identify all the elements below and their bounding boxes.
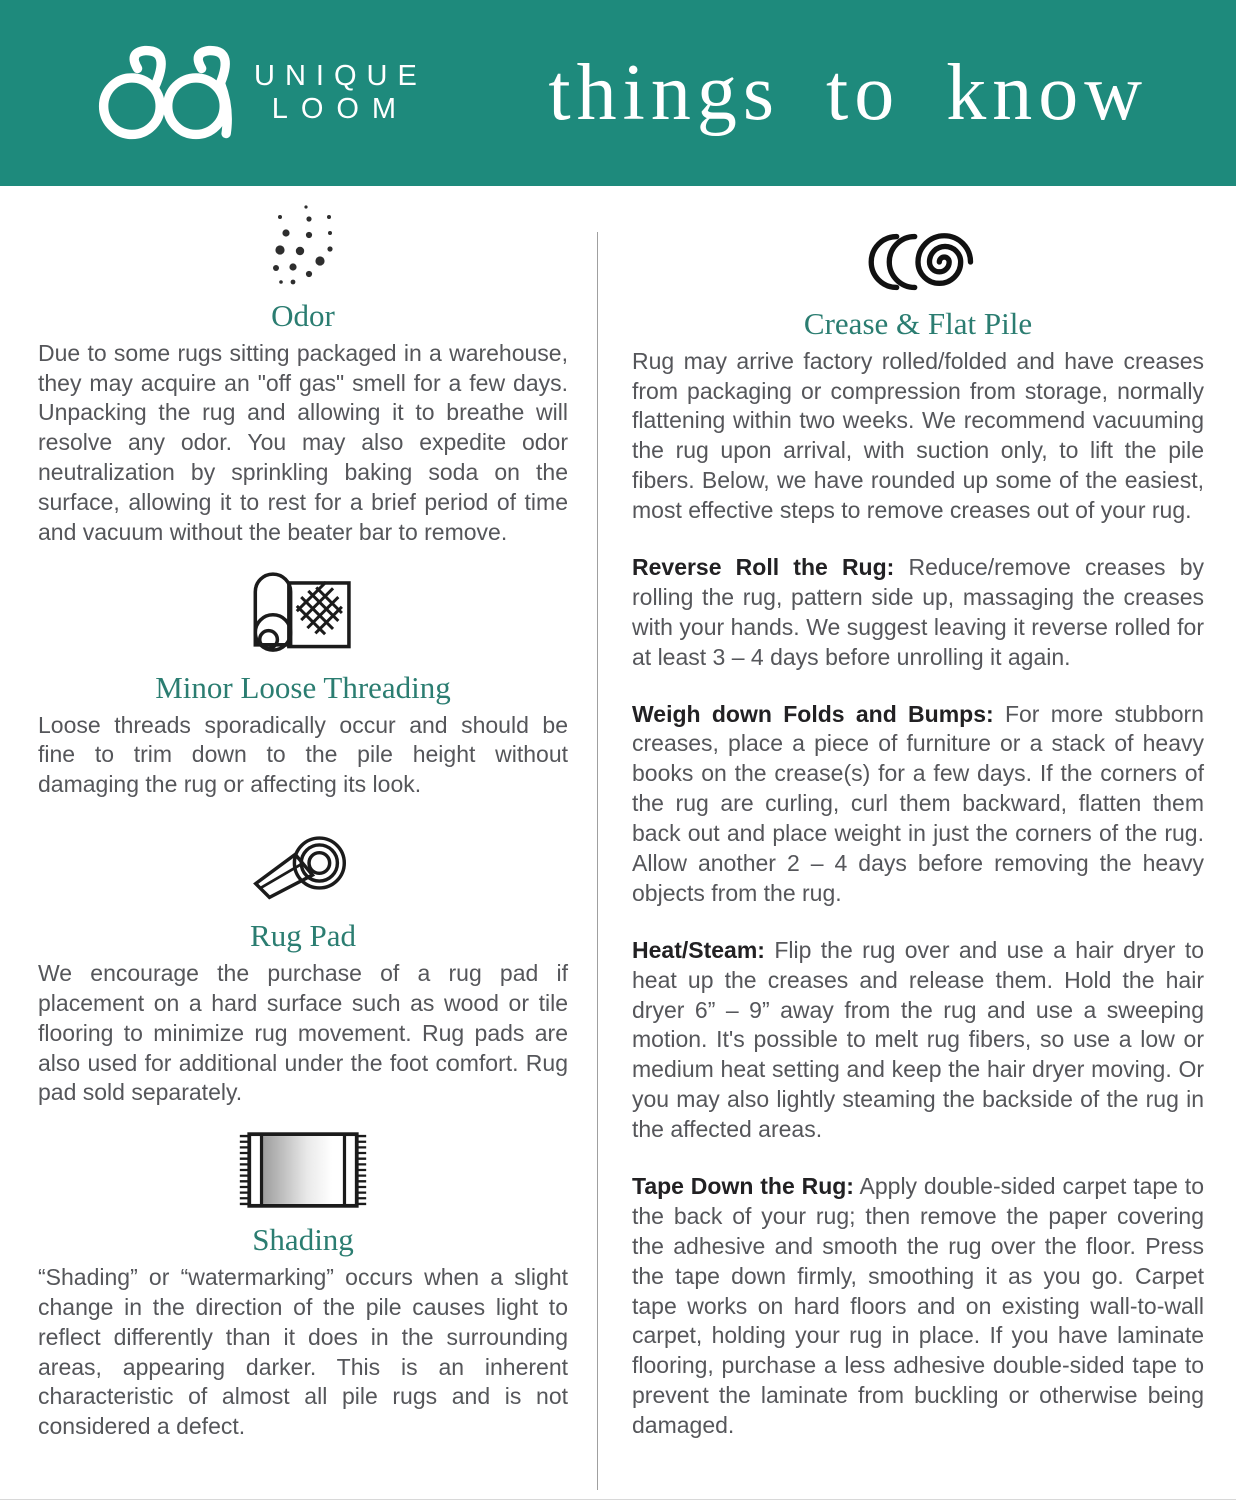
tip-label: Reverse Roll the Rug: bbox=[632, 553, 895, 580]
section-title-shading: Shading bbox=[252, 1222, 354, 1258]
section-title-crease: Crease & Flat Pile bbox=[803, 306, 1033, 341]
tip-text: Flip the rug over and use a hair dryer to heat up the creases and release them. Hold the hair dryer 6” – 9” away from the rug and use a sweeping motion. It's possible to melt rug fibers, so use a low or medium heat setting and keep the hair dryer moving. Or you may also lightly steaming the backside of the rug in the affected areas. bbox=[632, 936, 1204, 1143]
section-title-odor: Odor bbox=[271, 298, 335, 333]
section-rug-pad bbox=[38, 820, 568, 1108]
tape-roll-icon bbox=[247, 820, 359, 906]
page-title: things to know bbox=[548, 49, 1148, 137]
tip-reverse-roll bbox=[632, 553, 1204, 673]
brand-wordmark bbox=[254, 60, 427, 127]
column-divider bbox=[597, 232, 598, 1490]
odor-icon-wrap bbox=[38, 204, 568, 286]
left-column bbox=[0, 186, 598, 1442]
tip-tape-down bbox=[632, 1172, 1204, 1441]
brand bbox=[92, 44, 427, 142]
rolled-rug-spiral-icon bbox=[856, 230, 980, 294]
right-column bbox=[598, 186, 1235, 1441]
unique-loom-logo-icon bbox=[92, 44, 234, 142]
section-body-rug-pad: We encourage the purchase of a rug pad if placement on a hard surface such as wood or tile flooring to minimize rug movement. Rug pads are also used for additional under the foot comfort. Rug pad sold separately. bbox=[38, 959, 568, 1106]
threading-icon-wrap bbox=[38, 568, 568, 658]
tip-label: Weigh down Folds and Bumps: bbox=[632, 700, 994, 727]
tip-label: Heat/Steam: bbox=[632, 936, 765, 963]
shading-icon-wrap bbox=[38, 1130, 568, 1210]
section-threading bbox=[38, 568, 568, 800]
section-title-threading: Minor Loose Threading bbox=[155, 669, 451, 705]
tip-text: For more stubborn creases, place a piece of furniture or a stack of heavy books on the crease(s) for a few days. If the corners of the rug are curling, curl them backward, flatten them back out and place weight in just the corners of the rug. Allow another 2 – 4 days before removing the heavy objects from the rug. bbox=[632, 700, 1204, 906]
tip-label: Tape Down the Rug: bbox=[632, 1173, 854, 1200]
section-body-shading: “Shading” or “watermarking” occurs when a slight change in the direction of the pile causes light to reflect differently than it does in the surrounding areas, appearing darker. This is an inherent characteristic of almost all pile rugs and is not considered a defect. bbox=[38, 1263, 568, 1440]
brand-name-top: UNIQUE bbox=[254, 59, 427, 92]
odor-dots-icon bbox=[271, 204, 335, 286]
tip-text: Apply double-sided carpet tape to the back of your rug; then remove the paper covering the adhesive and smooth the rug over the floor. Press the tape down firmly, smoothing it as you go. Carpet tape works on hard floors and on existing wall-to-wall carpet, holding your rug in place. If you have laminate flooring, purchase a less adhesive double-sided tape to prevent the laminate from buckling or otherwise being damaged. bbox=[632, 1173, 1204, 1439]
tip-heat-steam bbox=[632, 936, 1204, 1145]
section-title-rug-pad: Rug Pad bbox=[250, 918, 356, 954]
fringed-rug-icon bbox=[237, 1130, 369, 1210]
rug-pad-icon-wrap bbox=[38, 820, 568, 906]
section-shading bbox=[38, 1130, 568, 1442]
tip-text: Reduce/remove creases by rolling the rug, pattern side up, massaging the creases with your hands. We suggest leaving it reverse rolled for at least 3 – 4 days before unrolling it again. bbox=[632, 553, 1205, 670]
section-body-odor: Due to some rugs sitting packaged in a warehouse, they may acquire an "off gas" smell for a few days. Unpacking the rug and allowing it to breathe will resolve any odor. You may also expedite odor neutralization by sprinkling baking soda on the surface, allowing it to rest for a brief period of time and vacuum without the beater bar to remove. bbox=[38, 339, 568, 545]
brand-name-bottom: LOOM bbox=[271, 93, 410, 125]
section-crease bbox=[632, 230, 1204, 1441]
crease-icon-wrap bbox=[632, 230, 1204, 294]
header bbox=[0, 0, 1236, 186]
section-body-crease: Rug may arrive factory rolled/folded and have creases from packaging or compression from storage, normally flattening within two weeks. We recommend vacuuming the rug upon arrival, with suction only, to lift the pile fibers. Below, we have rounded up some of the easiest, most effective steps to remove creases out of your rug. bbox=[632, 347, 1204, 524]
content bbox=[0, 186, 1236, 1442]
tip-weigh-down bbox=[632, 700, 1204, 909]
rolled-rug-crosshatch-icon bbox=[250, 568, 356, 658]
section-body-threading: Loose threads sporadically occur and should be fine to trim down to the pile height without damaging the rug or affecting its look. bbox=[38, 711, 568, 798]
section-odor bbox=[38, 204, 568, 548]
